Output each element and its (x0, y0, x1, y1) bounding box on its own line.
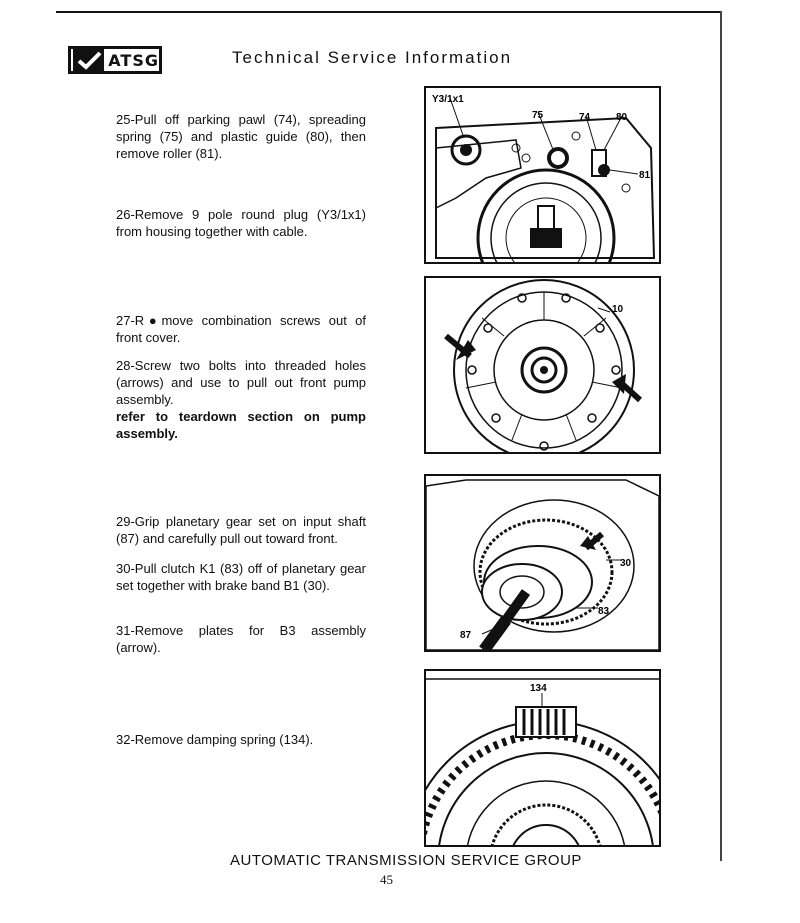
step-30: 30-Pull clutch K1 (83) off of planetary gear set together with brake band B1 (30). (116, 561, 366, 593)
figure-4-drawing (426, 671, 659, 845)
page-number: 45 (380, 872, 393, 887)
top-rule (56, 11, 722, 13)
label-74: 74 (579, 112, 591, 123)
step-26: 26-Remove 9 pole round plug (Y3/1x1) from housing together with cable. (116, 207, 366, 239)
page-title: Technical Service Information (232, 48, 513, 67)
logo-text: ATSG (108, 50, 159, 70)
step-28 (116, 357, 366, 442)
step-25: 25-Pull off parking pawl (74), spreading spring (75) and plastic guide (80), then remove roller (81). (116, 112, 366, 161)
step-27: 27-R●move combination screws out of front cover. (116, 313, 366, 345)
label-75: 75 (532, 110, 544, 121)
figure-2-drawing (426, 278, 659, 452)
label-83: 83 (598, 606, 610, 617)
label-134: 134 (530, 683, 547, 694)
step-32: 32-Remove damping spring (134). (116, 732, 314, 747)
label-30: 30 (620, 558, 632, 569)
figure-front-pump (424, 276, 661, 454)
label-81: 81 (639, 170, 651, 181)
figure-planetary-gear (424, 474, 661, 652)
label-y3-1x1: Y3/1x1 (432, 94, 464, 105)
label-80: 80 (616, 112, 628, 123)
step-29: 29-Grip planetary gear set on input shaft (87) and carefully pull out toward front. (116, 514, 366, 546)
footer-org: AUTOMATIC TRANSMISSION SERVICE GROUP (230, 852, 582, 869)
figure-parking-pawl (424, 86, 661, 264)
right-rule (720, 11, 722, 861)
step-28-note: refer to teardown section on pump assembly. (116, 409, 366, 441)
figure-3-drawing (426, 476, 659, 650)
figure-damping-spring (424, 669, 661, 847)
atsg-logo (68, 46, 162, 74)
figure-1-drawing (426, 88, 659, 262)
checkmark-icon (73, 49, 104, 71)
step-31: 31-Remove plates for B3 assembly (arrow). (116, 623, 366, 655)
label-87: 87 (460, 630, 472, 641)
label-10: 10 (612, 304, 624, 315)
step-28-text: 28-Screw two bolts into threaded holes (arrows) and use to pull out front pump assembly. (116, 358, 366, 407)
